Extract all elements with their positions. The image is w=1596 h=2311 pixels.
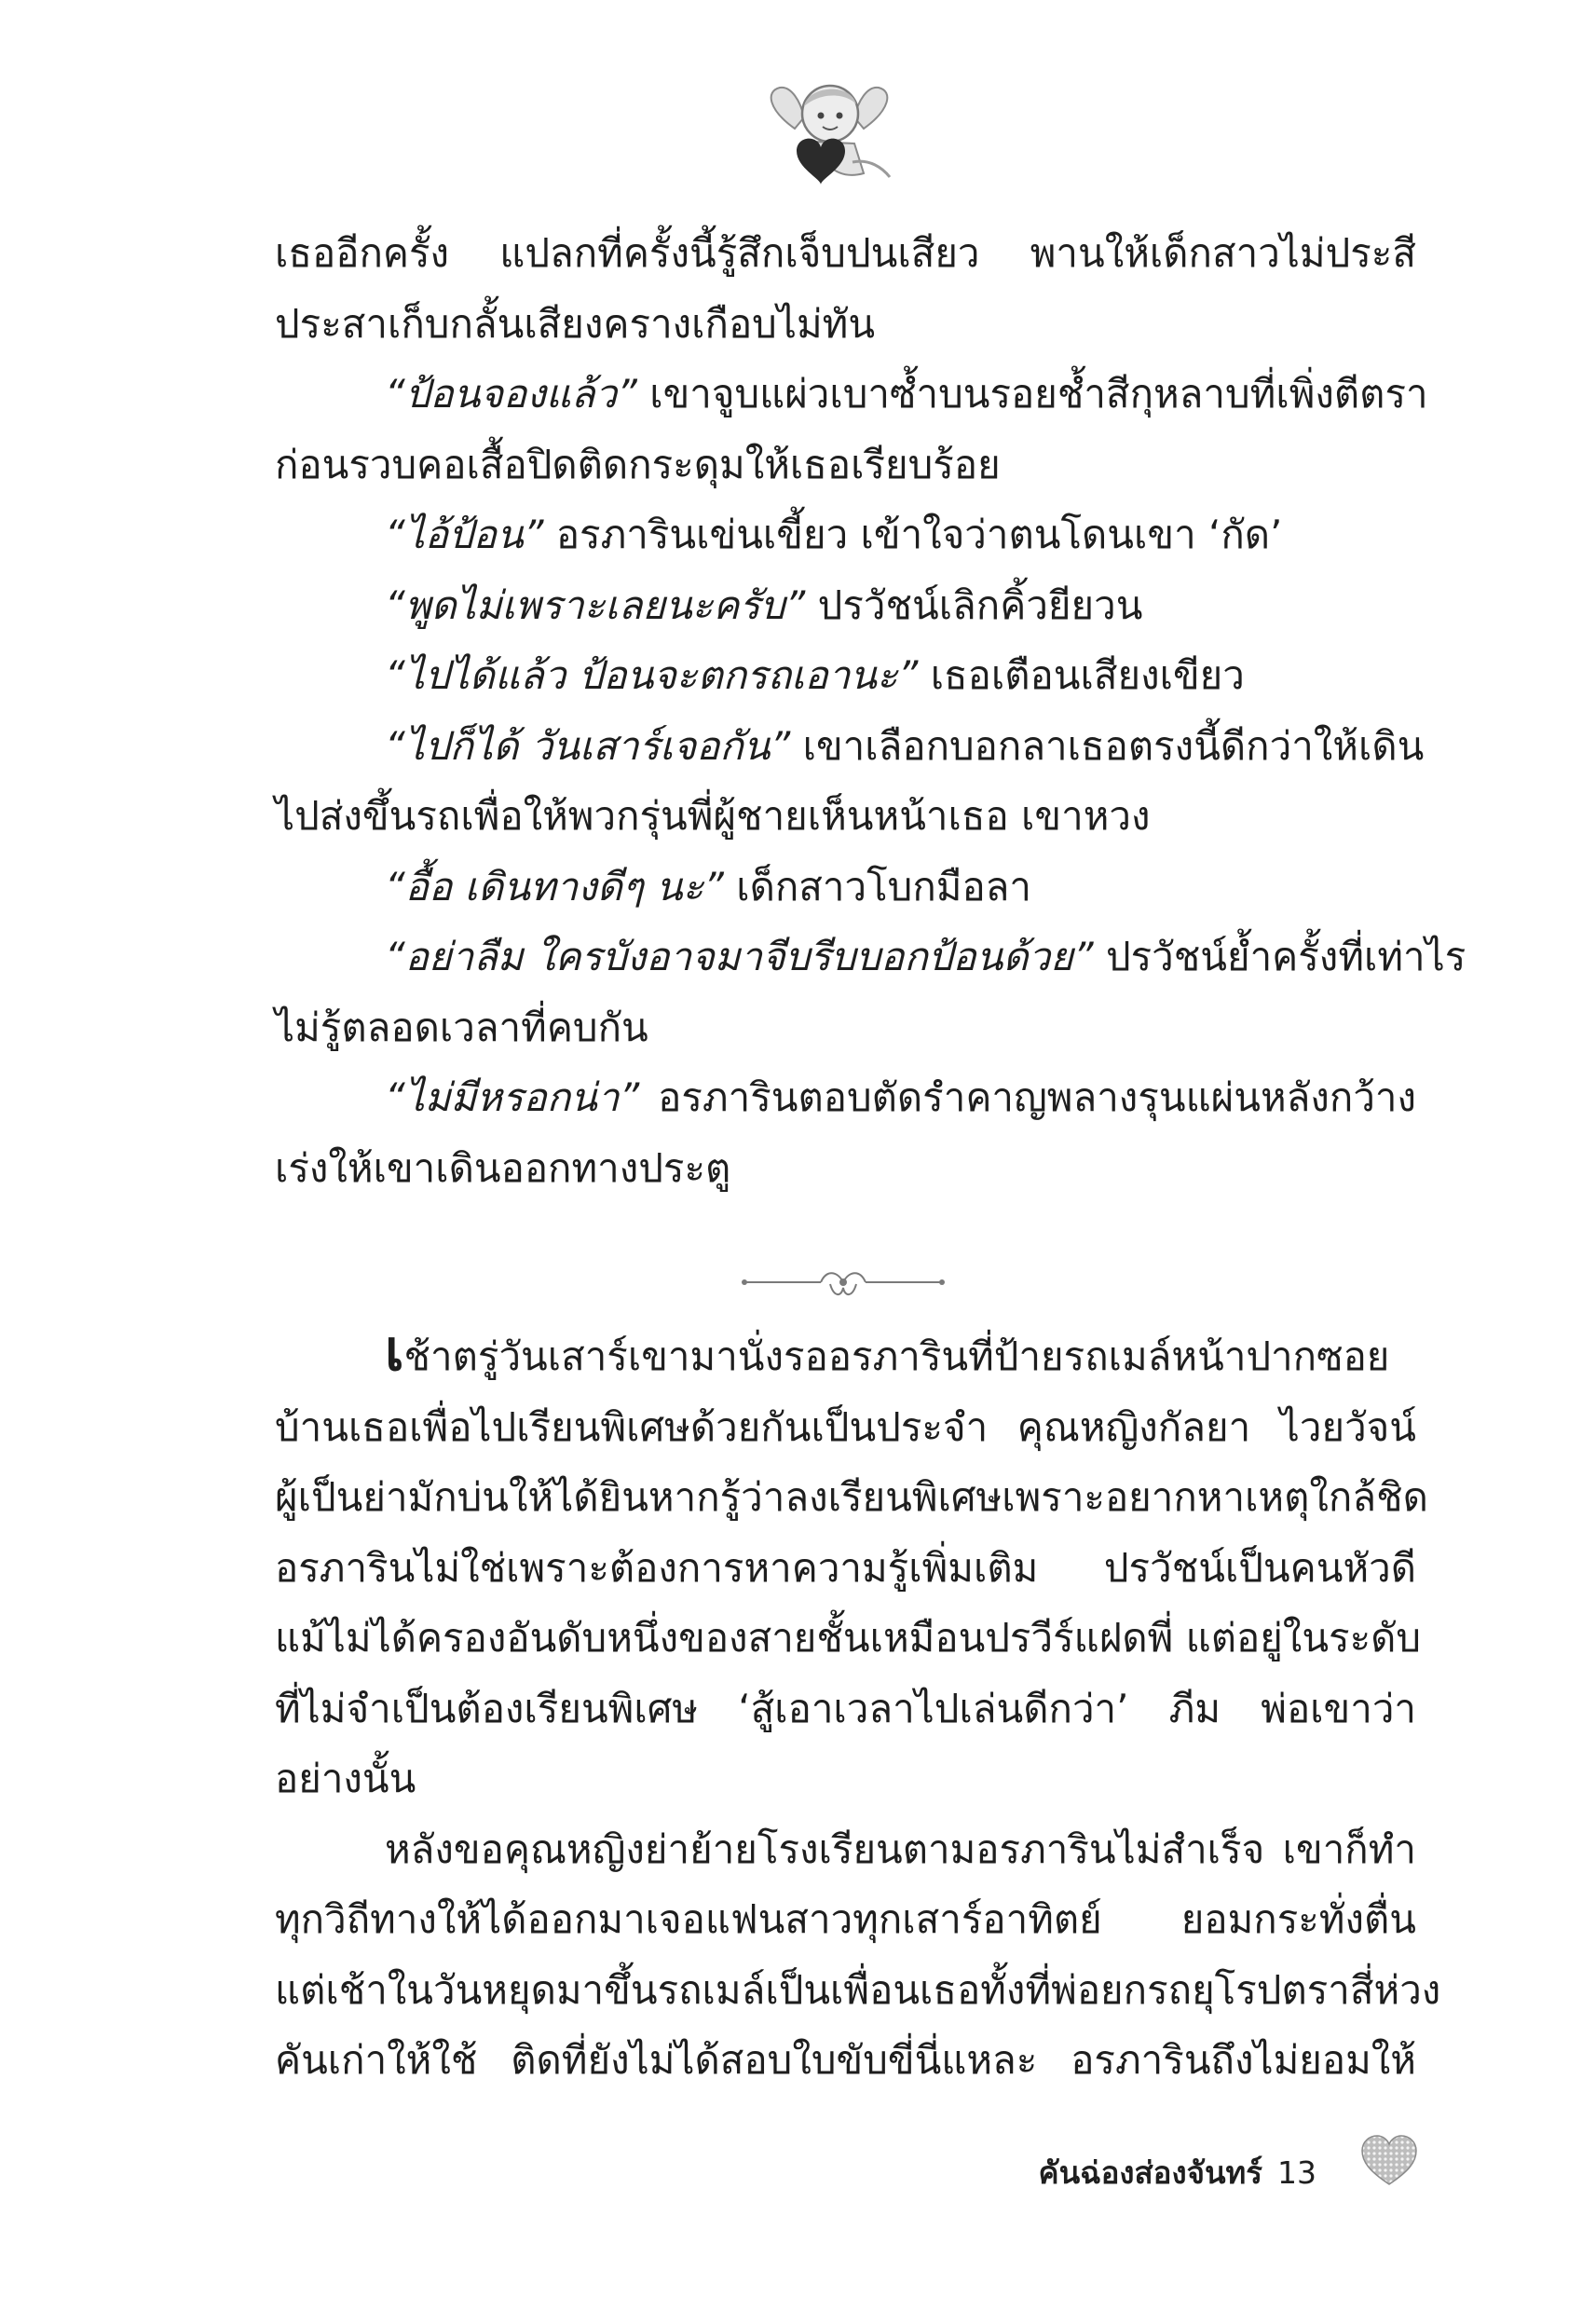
text-line xyxy=(275,922,1466,992)
dialogue-text: “ไอ้ป้อน” xyxy=(385,512,544,557)
body-text-block-1 xyxy=(275,218,1466,1203)
narration-text: หลังขอคุณหญิงย่าย้ายโรงเรียนตามอรภารินไม่สำเร็จ เขาก็ทำ xyxy=(385,1826,1416,1872)
narration-text: เด็กสาวโบกมือลา xyxy=(723,863,1031,909)
narration-text: แม้ไม่ได้ครองอันดับหนึ่งของสายชั้นเหมือนปรวีร์แฝดพี่ แต่อยู่ในระดับ xyxy=(275,1615,1422,1661)
narration-text: อรภารินไม่ใช่เพราะต้องการหาความรู้เพิ่มเติม ปรวัชน์เป็นคนหัวดี xyxy=(275,1544,1416,1591)
text-line xyxy=(275,640,1416,711)
narration-text: ปรวัชน์เลิกคิ้วยียวน xyxy=(805,581,1143,628)
text-line xyxy=(275,852,1416,923)
text-line xyxy=(275,1321,1416,1392)
narration-text: ที่ไม่จำเป็นต้องเรียนพิเศษ ‘สู้เอาเวลาไปเล่นดีกว่า’ ภีม พ่อเขาว่า xyxy=(275,1685,1416,1731)
text-line xyxy=(275,992,1416,1063)
dialogue-text: “อื้อ เดินทางดีๆ นะ” xyxy=(385,863,724,909)
narration-text: คันเก่าให้ใช้ ติดที่ยังไม่ได้สอบใบขับขี่นี่แหละ อรภารินถึงไม่ยอมให้ xyxy=(275,2037,1416,2083)
heart-ornament-icon xyxy=(1360,2134,1418,2188)
page-number: 13 xyxy=(1277,2154,1316,2191)
text-line xyxy=(275,711,1425,782)
dialogue-text: “ไปก็ได้ วันเสาร์เจอกัน” xyxy=(385,722,791,769)
narration-text: ก่อนรวบคอเสื้อปิดติดกระดุมให้เธอเรียบร้อย xyxy=(275,441,1001,487)
text-line xyxy=(275,1392,1416,1463)
dialogue-text: “ป้อนจองแล้ว” xyxy=(385,371,637,417)
text-line xyxy=(275,1674,1416,1744)
text-line xyxy=(275,2025,1416,2096)
dialogue-text: “ไม่มีหรอกน่า” xyxy=(385,1074,640,1120)
narration-text: อรภารินตอบตัดรำคาญพลางรุนแผ่นหลังกว้าง xyxy=(639,1074,1416,1120)
text-line xyxy=(275,1133,1416,1204)
narration-text: ปรวัชน์ย้ำครั้งที่เท่าไร xyxy=(1093,934,1466,979)
text-line xyxy=(275,570,1416,641)
narration-text: อรภารินเข่นเขี้ยว เข้าใจว่าตนโดนเขา ‘กัด’ xyxy=(543,512,1283,557)
text-line xyxy=(275,1462,1428,1533)
narration-text: ไปส่งขึ้นรถเพื่อให้พวกรุ่นพี่ผู้ชายเห็นหน้าเธอ เขาหวง xyxy=(275,793,1151,839)
text-line xyxy=(275,359,1428,430)
text-line xyxy=(275,289,1416,360)
text-line xyxy=(275,1533,1416,1604)
text-line xyxy=(275,430,1416,500)
narration-text: ประสาเก็บกลั้นเสียงครางเกือบไม่ทัน xyxy=(275,300,876,347)
cherub-heart-ornament-icon xyxy=(759,73,899,194)
page-footer xyxy=(1039,2148,1317,2197)
dialogue-text: “พูดไม่เพราะเลยนะครับ” xyxy=(385,581,806,628)
narration-text: อย่างนั้น xyxy=(275,1756,416,1801)
narration-text: เขาเลือกบอกลาเธอตรงนี้ดีกว่าให้เดิน xyxy=(790,722,1425,769)
narration-text: เธออีกครั้ง แปลกที่ครั้งนี้รู้สึกเจ็บปนเสียว พานให้เด็กสาวไม่ประสี xyxy=(275,230,1416,276)
dialogue-text: “อย่าลืม ใครบังอาจมาจีบรีบบอกป้อนด้วย” xyxy=(385,934,1094,979)
text-line xyxy=(275,1814,1416,1885)
narration-text: ช้าตรู่วันเสาร์เขามานั่งรออรภารินที่ป้ายรถเมล์หน้าปากซอย xyxy=(403,1333,1390,1379)
narration-text: แต่เช้าในวันหยุดมาขึ้นรถเมล์เป็นเพื่อนเธอทั้งที่พ่อยกรถยุโรปตราสี่ห่วง xyxy=(275,1966,1441,2013)
text-line xyxy=(275,218,1416,289)
text-line xyxy=(275,1744,1416,1814)
text-line xyxy=(275,499,1416,570)
text-line xyxy=(275,1955,1441,2026)
body-text-block-2 xyxy=(275,1319,1441,2096)
dialogue-text: “ไปได้แล้ว ป้อนจะตกรถเอานะ” xyxy=(385,652,919,698)
narration-text: ไม่รู้ตลอดเวลาที่คบกัน xyxy=(275,1004,648,1050)
narration-text: เธอเตือนเสียงเขียว xyxy=(918,652,1245,698)
narration-text: ผู้เป็นย่ามักบ่นให้ได้ยินหากรู้ว่าลงเรียนพิเศษเพราะอยากหาเหตุใกล้ชิด xyxy=(275,1474,1428,1520)
section-divider-flourish-icon xyxy=(741,1260,946,1306)
text-line xyxy=(275,1884,1416,1955)
text-line xyxy=(275,1603,1422,1674)
drop-cap: เ xyxy=(385,1319,404,1384)
book-title: คันฉ่องส่องจันทร์ xyxy=(1038,2154,1262,2191)
narration-text: บ้านเธอเพื่อไปเรียนพิเศษด้วยกันเป็นประจำ คุณหญิงกัลยา ไวยวัจน์ xyxy=(275,1403,1416,1450)
narration-text: เร่งให้เขาเดินออกทางประตู xyxy=(275,1144,731,1191)
text-line xyxy=(275,1062,1416,1133)
narration-text: ทุกวิถีทางให้ได้ออกมาเจอแฟนสาวทุกเสาร์อาทิตย์ ยอมกระทั่งตื่น xyxy=(275,1896,1416,1942)
text-line xyxy=(275,781,1416,852)
narration-text: เขาจูบแผ่วเบาซ้ำบนรอยช้ำสีกุหลาบที่เพิ่งตีตรา xyxy=(636,371,1428,417)
